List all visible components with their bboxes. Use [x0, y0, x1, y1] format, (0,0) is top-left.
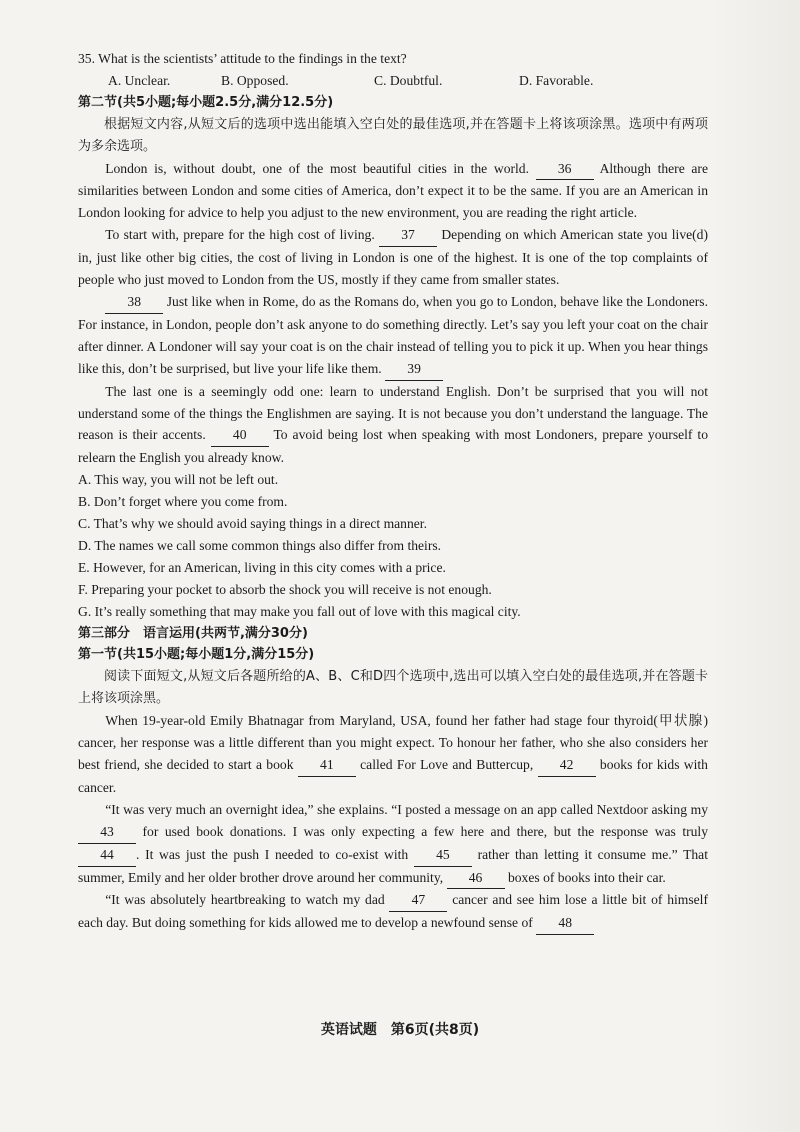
- option-a-line[interactable]: A. This way, you will not be left out.: [78, 472, 279, 488]
- passage-paragraph-1: [78, 158, 708, 225]
- text-span: for used book donations. I was only expecting a few here and there, but the response was truly: [142, 823, 708, 839]
- blank-41[interactable]: 41: [298, 754, 356, 777]
- question-35: [78, 48, 708, 92]
- part3-sub-heading: 第一节(共15小题;每小题1分,满分15分): [78, 647, 315, 663]
- blank-43[interactable]: 43: [78, 821, 136, 844]
- text-span: When 19-year-old Emily Bhatnagar from Maryland, USA, found her father had stage four thyroid(甲状腺) cancer, her response was a little different than you might expect. To honour her father, who she also considers her best friend, she decided to start a book: [78, 713, 708, 772]
- blank-42[interactable]: 42: [538, 754, 596, 777]
- blank-44[interactable]: 44: [78, 844, 136, 867]
- cloze-paragraph-3: [78, 889, 708, 935]
- text-span: books for kids with cancer.: [78, 757, 708, 795]
- option-f-line[interactable]: F. Preparing your pocket to absorb the shock you will receive is not enough.: [78, 581, 492, 597]
- blank-47[interactable]: 47: [389, 889, 447, 912]
- blank-39[interactable]: 39: [385, 358, 443, 381]
- text-span: “It was absolutely heartbreaking to watch my dad: [105, 892, 385, 908]
- text-span: To avoid being lost when speaking with most Londoners, prepare yourself to relearn the English you already know.: [78, 427, 708, 466]
- text-span: boxes of books into their car.: [507, 869, 666, 885]
- option-a[interactable]: A. Unclear.: [108, 72, 171, 88]
- option-b[interactable]: B. Opposed.: [221, 72, 289, 88]
- cloze-paragraph-2: [78, 799, 708, 890]
- text-span: The last one is a seemingly odd one: learn to understand English. Don’t be surprised that you will not understand some of the things the Englishmen are saying. It is not because you don’t understand the language. The reason is their accents.: [78, 383, 708, 443]
- section2-instruction: 根据短文内容,从短文后的选项中选出能填入空白处的最佳选项,并在答题卡上将该项涂黑。选项中有两项为多余选项。: [78, 116, 708, 154]
- option-c-line[interactable]: C. That’s why we should avoid saying things in a direct manner.: [78, 516, 427, 532]
- page-content: [78, 48, 708, 935]
- option-b-line[interactable]: B. Don’t forget where you come from.: [78, 494, 288, 510]
- passage-paragraph-2: [78, 224, 708, 291]
- option-c[interactable]: C. Doubtful.: [374, 72, 443, 88]
- passage-paragraph-3: [78, 291, 708, 381]
- text-span: called For Love and Buttercup,: [360, 757, 534, 772]
- text-span: rather than letting it consume me.” That summer, Emily and her older brother drove around her community,: [78, 846, 708, 885]
- section2-options: [78, 469, 708, 622]
- scan-shadow: [710, 0, 800, 1132]
- option-e-line[interactable]: E. However, for an American, living in this city comes with a price.: [78, 559, 446, 575]
- text-span: London is, without doubt, one of the most beautiful cities in the world.: [105, 160, 529, 176]
- blank-48[interactable]: 48: [536, 912, 594, 935]
- text-span: To start with, prepare for the high cost of living.: [105, 227, 375, 243]
- text-span: Although there are similarities between London and some cities of America, don’t expect it to be the same. If you are an American in London looking for advice to help you adjust to the new environment, you are reading the right article.: [78, 160, 708, 221]
- blank-45[interactable]: 45: [414, 844, 472, 867]
- option-d[interactable]: D. Favorable.: [519, 72, 594, 88]
- blank-40[interactable]: 40: [211, 424, 269, 447]
- blank-38[interactable]: 38: [105, 291, 163, 314]
- question-35-stem: 35. What is the scientists’ attitude to the findings in the text?: [78, 51, 407, 66]
- text-span: cancer and see him lose a little bit of himself each day. But doing something for kids allowed me to develop a newfound sense of: [78, 892, 708, 931]
- passage-paragraph-4: [78, 381, 708, 470]
- text-span: “It was very much an overnight idea,” she explains. “I posted a message on an app called Nextdoor asking my: [105, 801, 708, 817]
- blank-36[interactable]: 36: [536, 158, 594, 181]
- blank-37[interactable]: 37: [379, 224, 437, 247]
- section2-heading: 第二节(共5小题;每小题2.5分,满分12.5分): [78, 94, 334, 110]
- text-span: . It was just the push I needed to co-exist with: [136, 846, 409, 862]
- blank-46[interactable]: 46: [447, 867, 505, 890]
- cloze-paragraph-1: [78, 710, 708, 799]
- question-35-options: [108, 70, 708, 92]
- text-span: Just like when in Rome, do as the Romans do, when you go to London, behave like the Londoners. For instance, in London, people don’t ask anyone to do something directly. Let’s say you left your coat on the chair after dinner. A Londoner will say your coat is on the chair instead of telling you to pick it up. When you hear things like this, don’t be surprised, but live your life like them.: [78, 293, 708, 376]
- text-span: Depending on which American state you live(d) in, just like other big cities, the cost of living in London is one of the highest. It is one of the top complaints of people who just moved to London from the US, mostly if they came from smaller states.: [78, 227, 709, 288]
- option-d-line[interactable]: D. The names we call some common things also differ from theirs.: [78, 537, 442, 553]
- part3-heading: 第三部分 语言运用(共两节,满分30分): [78, 625, 308, 641]
- option-g-line[interactable]: G. It’s really something that may make you fall out of love with this magical city.: [78, 603, 521, 619]
- part3-instruction: 阅读下面短文,从短文后各题所给的A、B、C和D四个选项中,选出可以填入空白处的最佳选项,并在答题卡上将该项涂黑。: [78, 669, 708, 707]
- page-footer: 英语试题 第6页(共8页): [320, 1022, 480, 1038]
